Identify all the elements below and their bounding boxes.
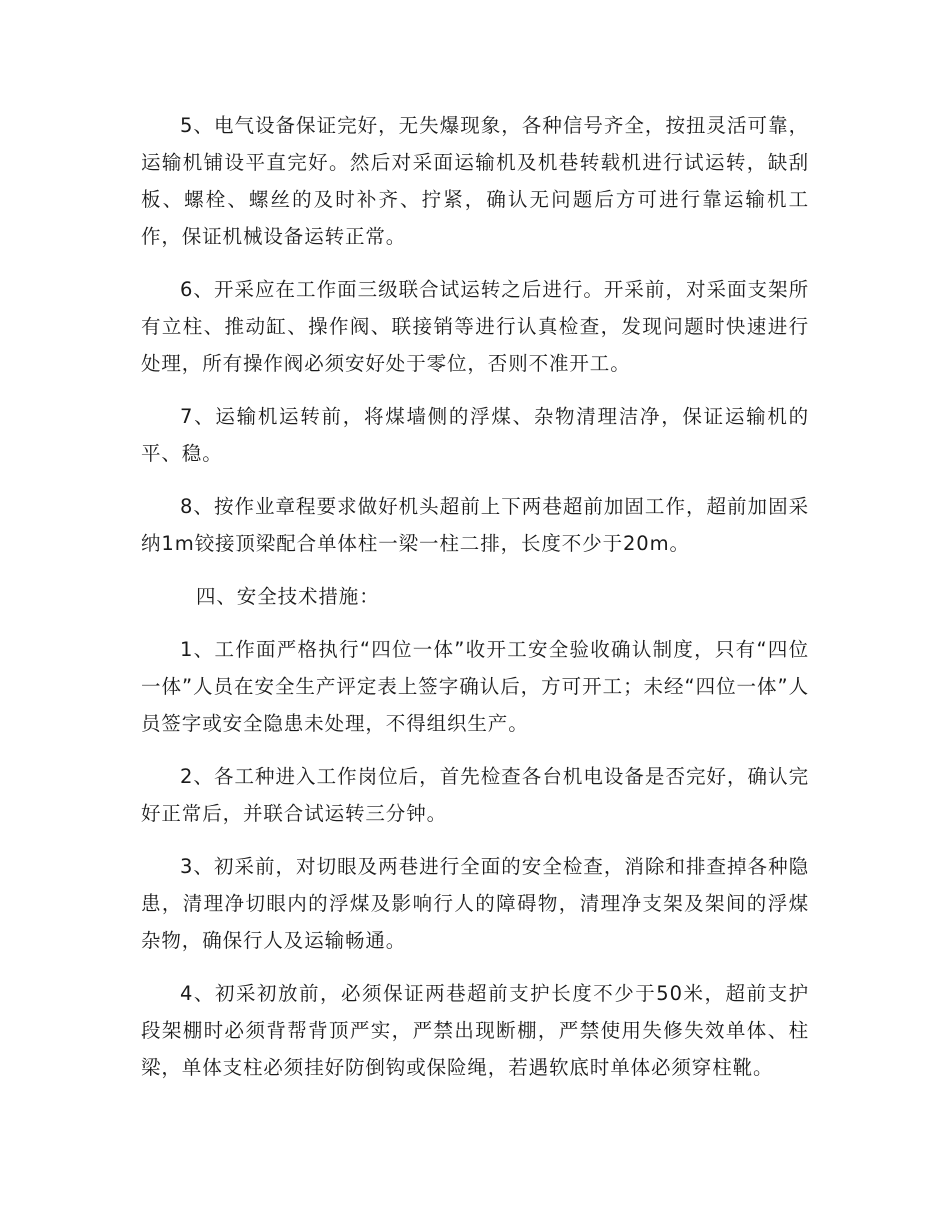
- safety-item-3: 3、初采前，对切眼及两巷进行全面的安全检查，消除和排查掉各种隐患，清理净切眼内的浮煤及影响行人的障碍物，清理净支架及架间的浮煤杂物，确保行人及运输畅通。: [141, 855, 809, 952]
- paragraph-item-7: 7、运输机运转前，将煤墙侧的浮煤、杂物清理洁净，保证运输机的平、稳。: [141, 405, 809, 465]
- section-heading: 四、安全技术措施：: [196, 585, 380, 608]
- safety-item-2: 2、各工种进入工作岗位后，首先检查各台机电设备是否完好，确认完好正常后，并联合试运转三分钟。: [141, 765, 809, 825]
- paragraph-item-5: 5、电气设备保证完好，无失爆现象，各种信号齐全，按扭灵活可靠，运输机铺设平直完好。然后对采面运输机及机巷转载机进行试运转，缺刮板、螺栓、螺丝的及时补齐、拧紧，确认无问题后方可进行靠运输机工作，保证机械设备运转正常。: [141, 114, 809, 248]
- safety-item-4: 4、初采初放前，必须保证两巷超前支护长度不少于50米，超前支护段架棚时必须背帮背顶严实，严禁出现断棚，严禁使用失修失效单体、柱梁，单体支柱必须挂好防倒钩或保险绳，若遇软底时单体必须穿柱靴。: [141, 982, 809, 1079]
- document-body: [141, 107, 809, 1102]
- safety-item-1: 1、工作面严格执行“四位一体”收开工安全验收确认制度，只有“四位一体”人员在安全生产评定表上签字确认后，方可开工；未经“四位一体”人员签字或安全隐患未处理，不得组织生产。: [141, 638, 809, 735]
- paragraph-item-8: 8、按作业章程要求做好机头超前上下两巷超前加固工作，超前加固采纳1m铰接顶梁配合单体柱一梁一柱二排，长度不少于20m。: [141, 495, 809, 555]
- paragraph-item-6: 6、开采应在工作面三级联合试运转之后进行。开采前，对采面支架所有立柱、推动缸、操作阀、联接销等进行认真检查，发现问题时快速进行处理，所有操作阀必须安好处于零位，否则不准开工。: [141, 278, 809, 375]
